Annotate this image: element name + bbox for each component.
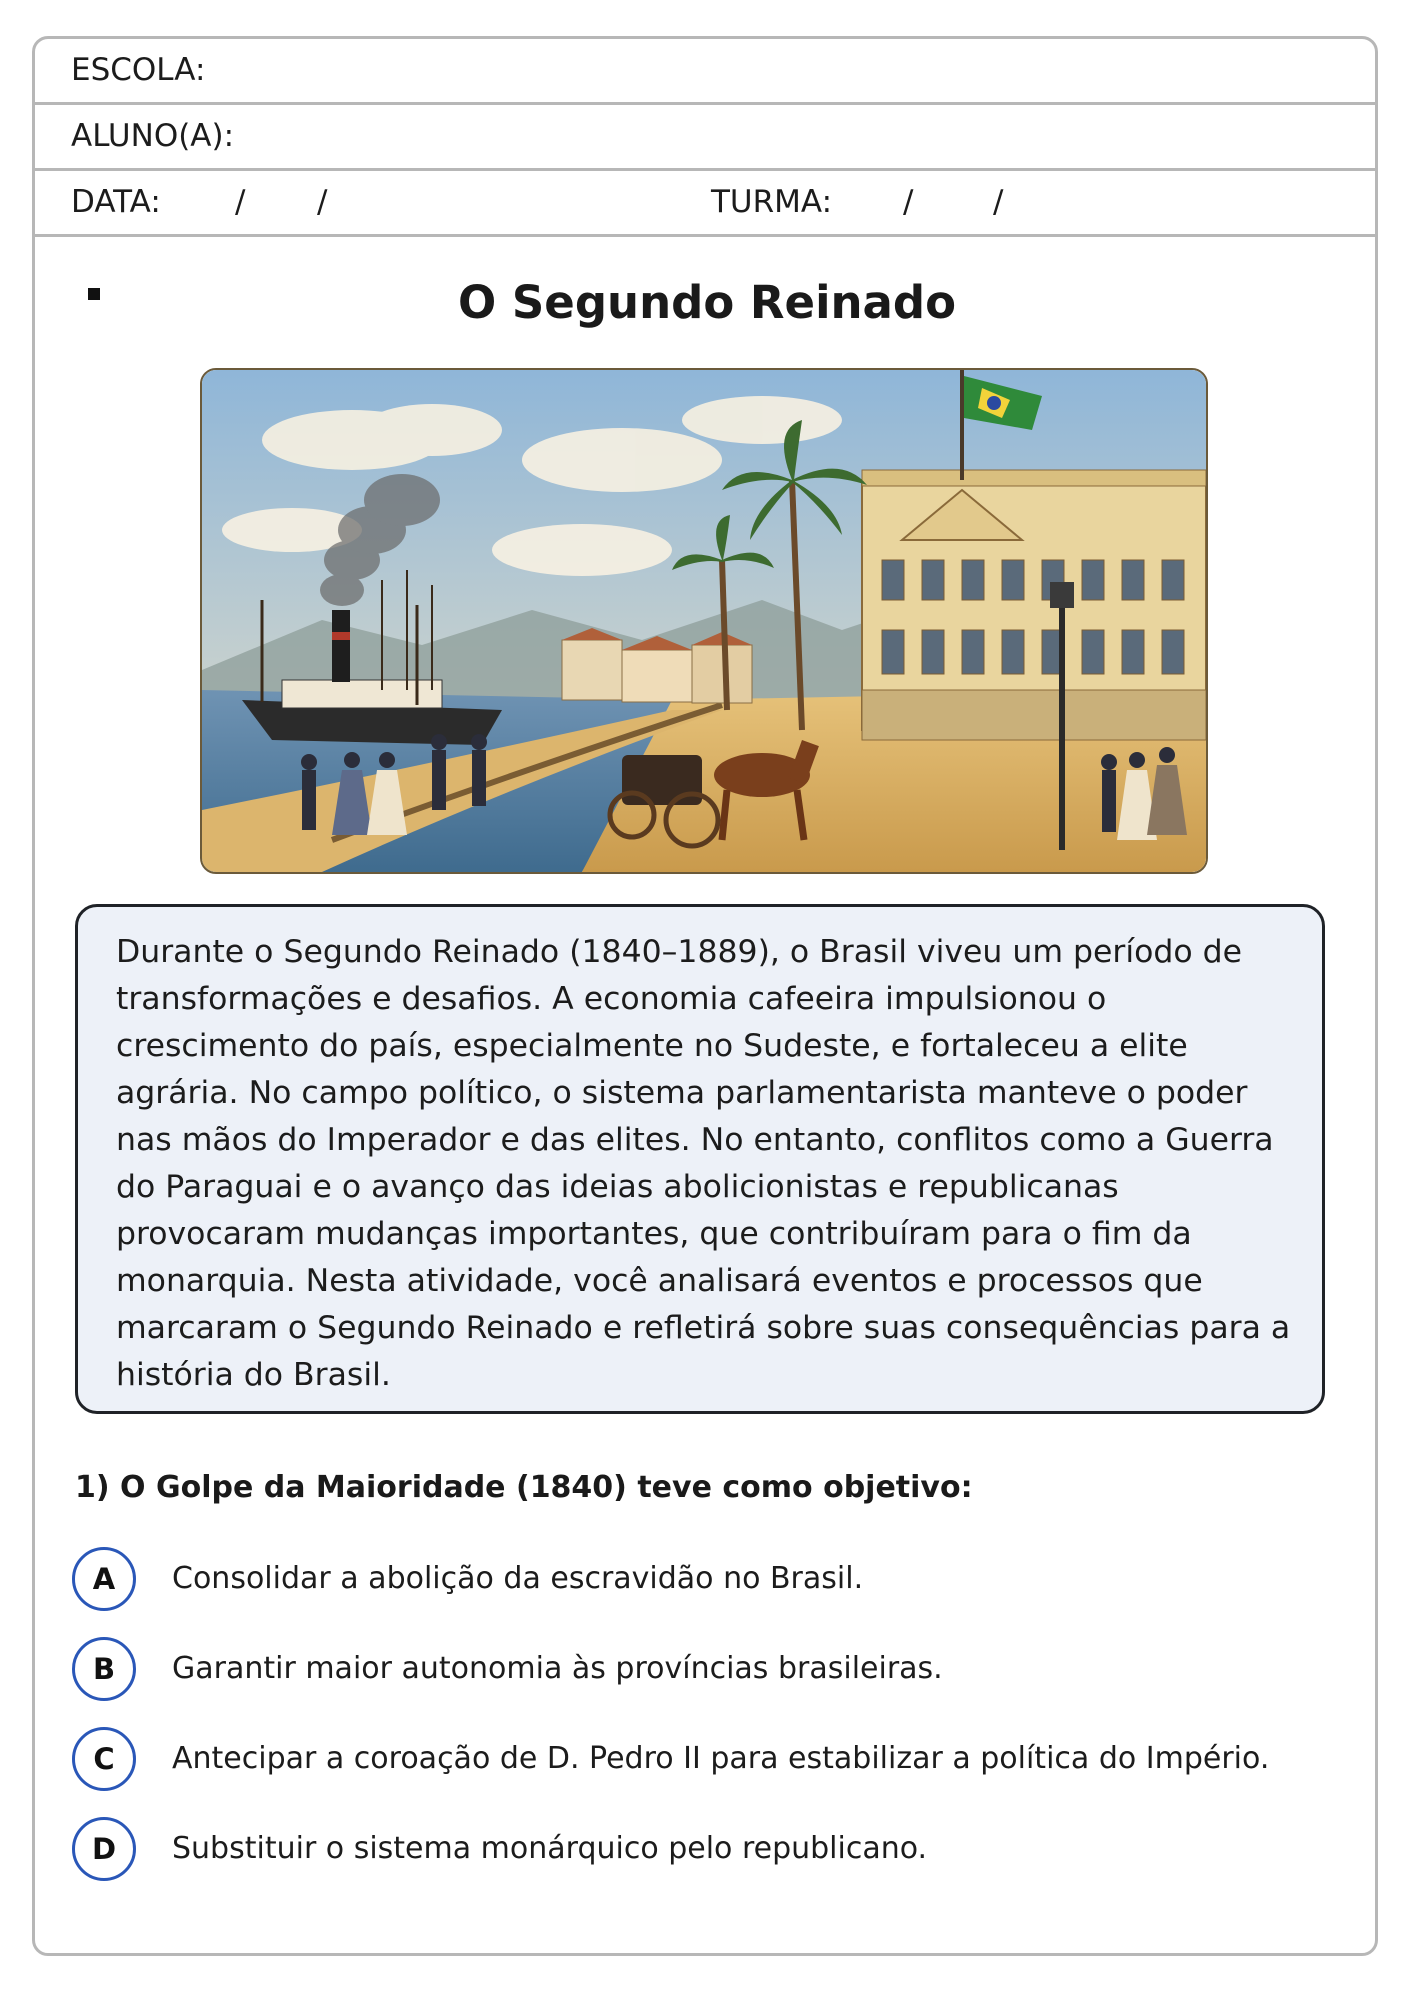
date-slash-1: /: [235, 184, 246, 220]
student-row: [35, 105, 1375, 171]
option-c-text: Antecipar a coroação de D. Pedro II para estabilizar a política do Império.: [172, 1741, 1270, 1776]
option-a[interactable]: [72, 1547, 1332, 1617]
page-title: O Segundo Reinado: [457, 276, 957, 329]
question-1-text: 1) O Golpe da Maioridade (1840) teve como objetivo:: [75, 1470, 973, 1505]
option-d-letter[interactable]: D: [72, 1817, 136, 1881]
date-label: DATA:: [71, 184, 161, 220]
option-c-letter[interactable]: C: [72, 1727, 136, 1791]
option-b[interactable]: [72, 1637, 1332, 1707]
school-row: [35, 39, 1375, 105]
option-a-text: Consolidar a abolição da escravidão no Brasil.: [172, 1561, 864, 1596]
class-label: TURMA:: [711, 184, 833, 220]
intro-text-box: [75, 904, 1325, 1414]
rio-waterfront-illustration: [200, 368, 1208, 874]
student-label: ALUNO(A):: [71, 118, 235, 154]
class-slash-2: /: [993, 184, 1004, 220]
date-class-row: [35, 171, 1375, 237]
class-slash-1: /: [903, 184, 914, 220]
intro-paragraph: Durante o Segundo Reinado (1840–1889), o Brasil viveu um período de transformações e desafios. A economia cafeeira impulsionou o crescimento do país, especialmente no Sudeste, e fortaleceu a elite agrária. No campo político, o sistema parlamentarista manteve o poder nas mãos do Imperador e das elites. No entanto, conflitos como a Guerra do Paraguai e o avanço das ideias abolicionistas e republicanas provocaram mudanças importantes, que contribuíram para o fim da monarquia. Nesta atividade, você analisará eventos e processos que marcaram o Segundo Reinado e refletirá sobre suas consequências para a história do Brasil.: [116, 934, 1291, 1393]
option-d-text: Substituir o sistema monárquico pelo republicano.: [172, 1831, 928, 1866]
option-b-letter[interactable]: B: [72, 1637, 136, 1701]
option-c[interactable]: [72, 1727, 1332, 1797]
option-b-text: Garantir maior autonomia às províncias brasileiras.: [172, 1651, 943, 1686]
school-label: ESCOLA:: [71, 52, 206, 88]
date-slash-2: /: [317, 184, 328, 220]
option-a-letter[interactable]: A: [72, 1547, 136, 1611]
option-d[interactable]: [72, 1817, 1332, 1887]
